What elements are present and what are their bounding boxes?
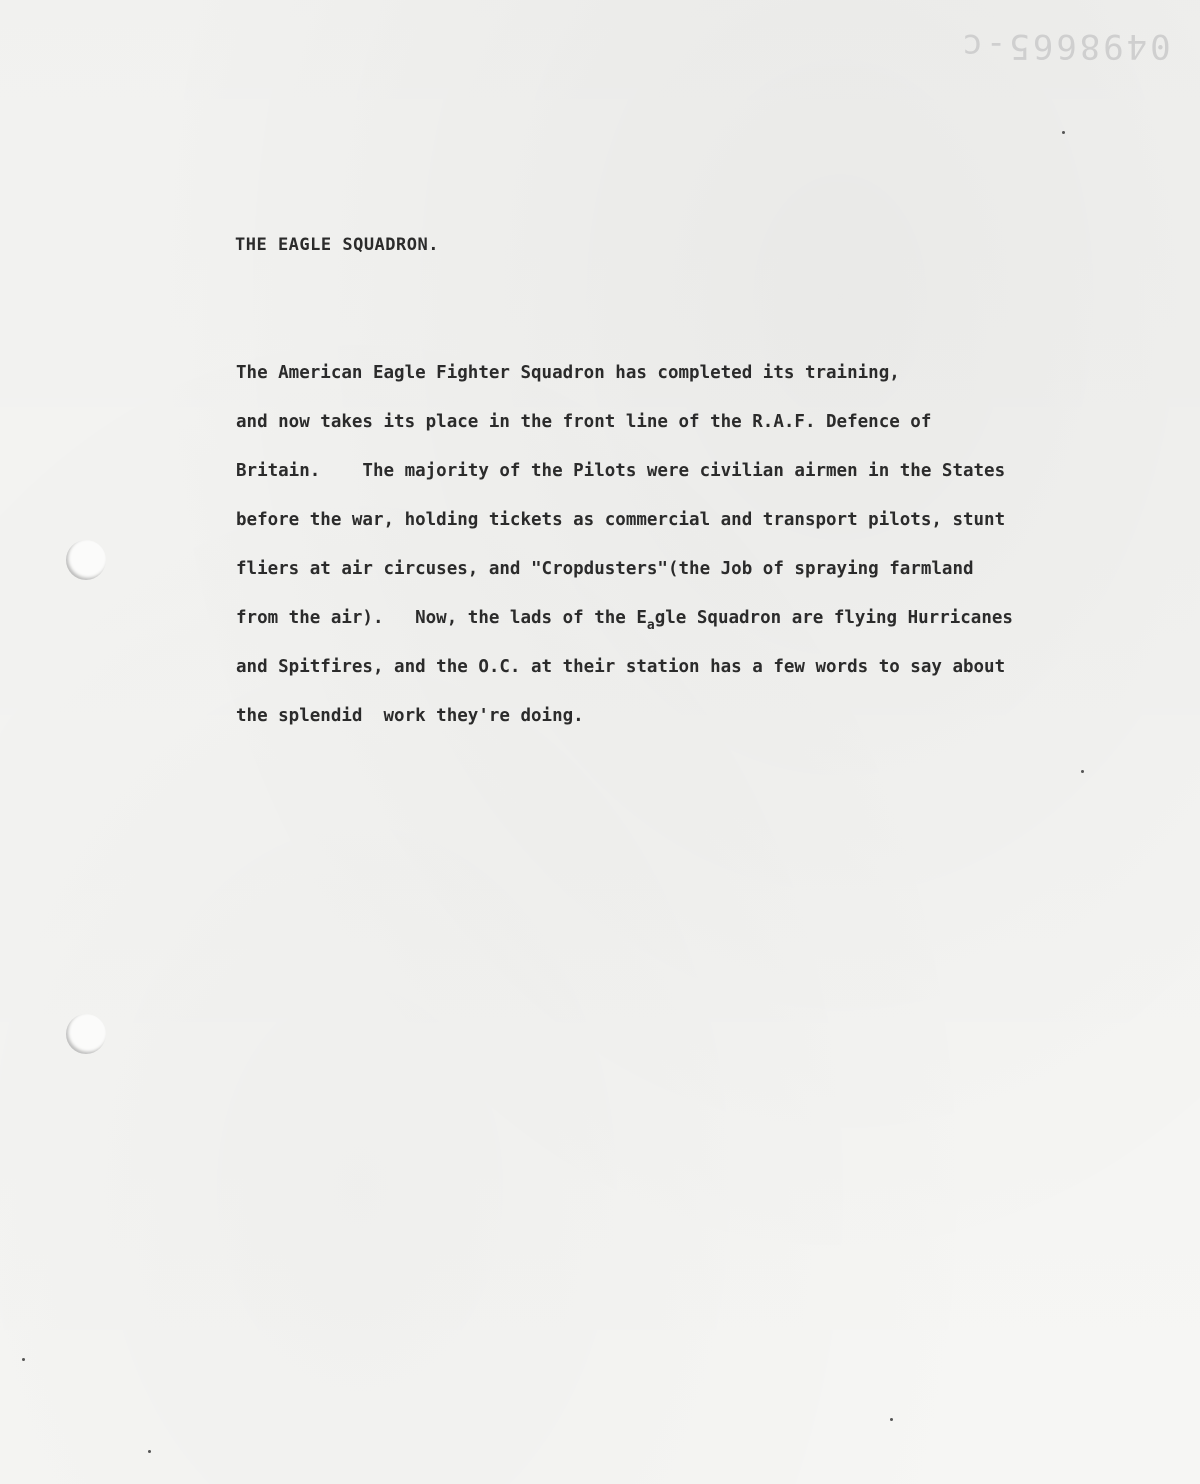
- punch-hole-icon: [66, 540, 106, 580]
- speck-mark: [22, 1358, 25, 1361]
- catalog-stamp: 0498665-c: [959, 26, 1171, 66]
- body-line-2: and now takes its place in the front line of the R.A.F. Defence of: [236, 412, 932, 432]
- body-line-4: before the war, holding tickets as commercial and transport pilots, stunt: [236, 510, 1006, 530]
- body-line-7: and Spitfires, and the O.C. at their station has a few words to say about: [236, 657, 1006, 677]
- speck-mark: [148, 1450, 151, 1453]
- document-title: THE EAGLE SQUADRON.: [235, 235, 439, 255]
- body-line-3: Britain. The majority of the Pilots were civilian airmen in the States: [236, 461, 1006, 481]
- document-body: [236, 358, 1166, 750]
- body-line-5: fliers at air circuses, and "Cropdusters"(the Job of spraying farmland: [236, 559, 974, 579]
- punch-hole-icon: [66, 1014, 106, 1054]
- speck-mark: [1062, 131, 1065, 134]
- body-line-8: the splendid work they're doing.: [236, 706, 584, 726]
- speck-mark: [890, 1418, 893, 1421]
- body-line-1: The American Eagle Fighter Squadron has completed its training,: [236, 363, 900, 383]
- body-line-6-end: gle Squadron are flying Hurricanes: [654, 608, 1013, 628]
- speck-mark: [1081, 770, 1084, 773]
- body-line-6-start: from the air). Now, the lads of the E: [236, 608, 647, 628]
- body-line-6-subscript: a: [646, 618, 655, 633]
- body-line-6: [236, 603, 1166, 652]
